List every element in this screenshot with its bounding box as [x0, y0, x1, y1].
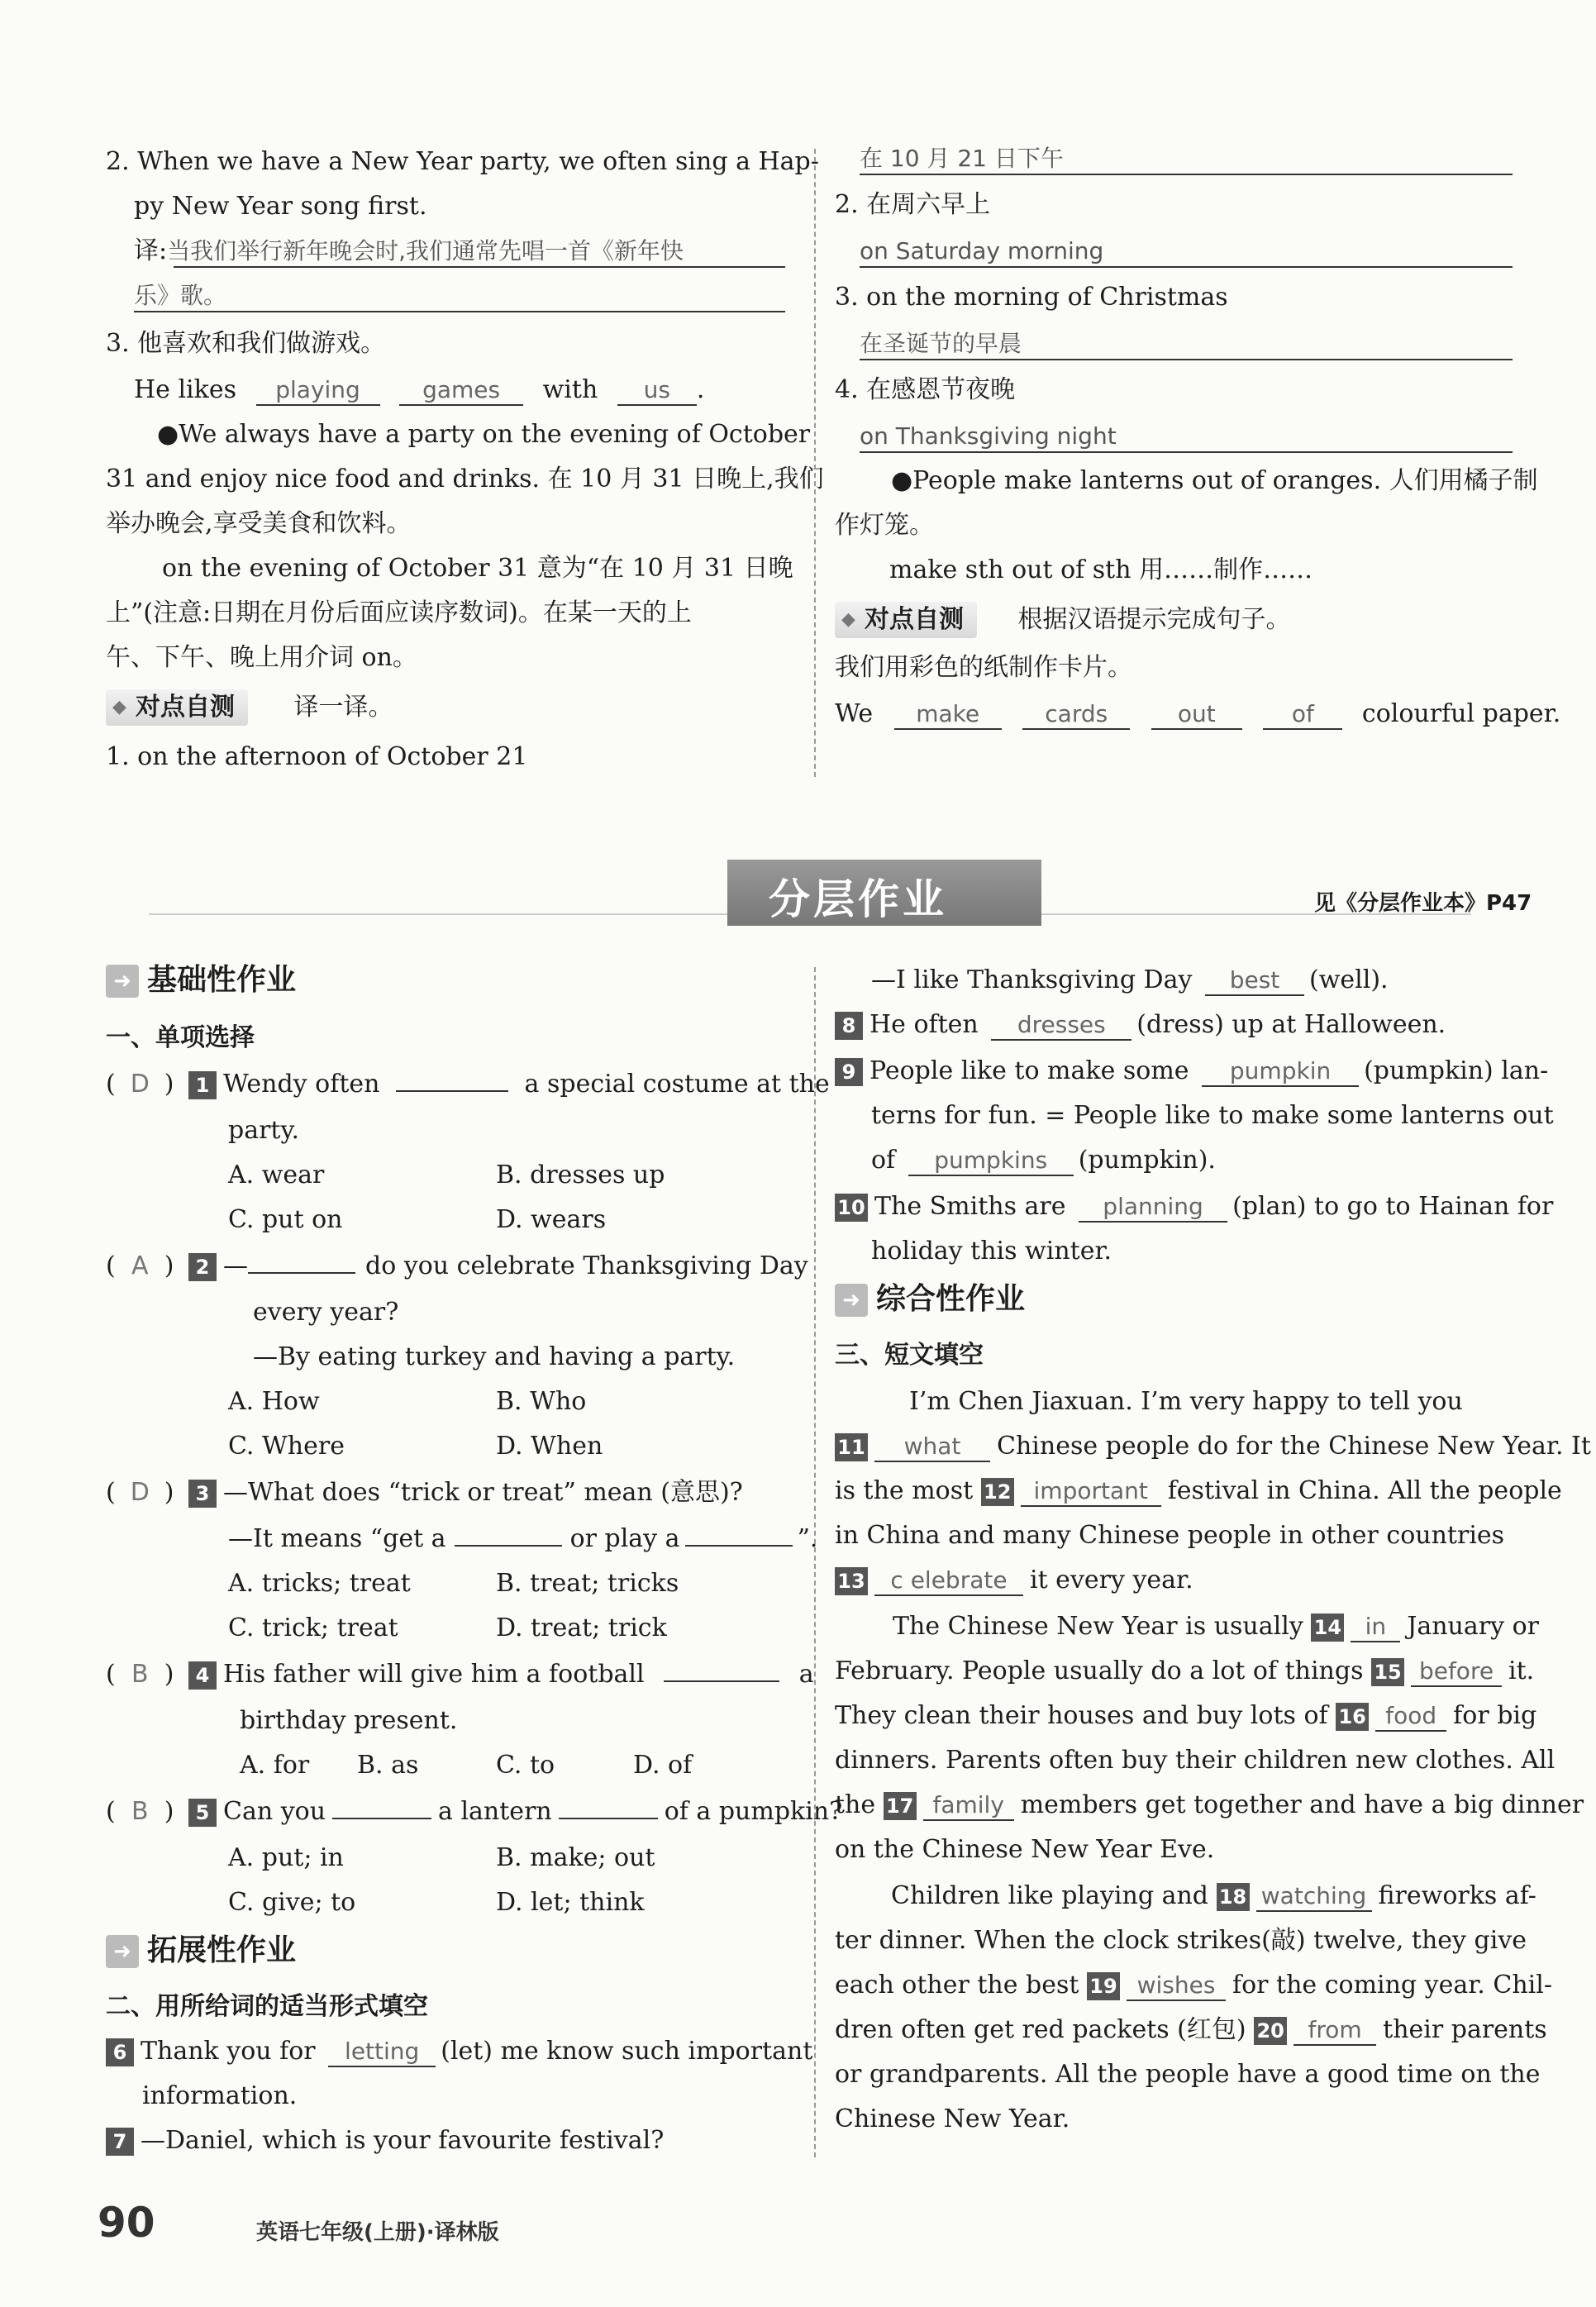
mcq-3-blank-2	[685, 1545, 793, 1547]
question-number: 10	[835, 1194, 868, 1222]
passage-line	[835, 1475, 1562, 1508]
passage-line: in China and many Chinese people in other countries	[835, 1521, 1505, 1550]
mcq-2-text: every year?	[253, 1298, 399, 1327]
question-number: 8	[835, 1012, 863, 1040]
mcq-5: ( B ) 5 Can you a lantern of a pumpkin?	[106, 1795, 842, 1828]
note-line-4: on the evening of October 31 意为“在 10 月 31 日晚	[162, 554, 793, 583]
answer-4: on Thanksgiving night	[860, 422, 1117, 450]
part2-title: 二、用所给词的适当形式填空	[106, 1992, 428, 2021]
note-line-1: ●We always have a party on the evening of October	[157, 420, 811, 449]
mcq-1-text: a special costume at the	[524, 1070, 830, 1099]
mcq-4-blank	[664, 1680, 779, 1682]
fill-10-text: (plan) to go to Hainan for	[1232, 1192, 1554, 1221]
passage-text: The Chinese New Year is usually	[893, 1612, 1303, 1641]
self-test-badge: ◆ 对点自测	[835, 602, 977, 638]
mcq-4-text: birthday present.	[240, 1706, 458, 1735]
fill-7-line2	[871, 964, 1389, 997]
q3-blank-2: games	[399, 376, 523, 406]
fill-6-blank: letting	[328, 2038, 436, 2067]
question-number: 16	[1336, 1703, 1369, 1731]
item-3: 3. on the morning of Christmas	[835, 283, 1228, 312]
option-a[interactable]: A. wear	[228, 1161, 325, 1189]
fill-blank-3: out	[1151, 700, 1242, 730]
passage-line	[835, 1430, 1591, 1463]
fill-6-text: (let) me know such important	[441, 2037, 813, 2066]
mcq-5-blank-2	[559, 1818, 658, 1819]
option-b[interactable]: B. make; out	[496, 1843, 655, 1872]
fill-7-blank: best	[1205, 966, 1304, 996]
fill-9-text: of	[871, 1146, 896, 1175]
self-test-fill-line	[835, 698, 1560, 731]
note-line-1: ●People make lanterns out of oranges. 人们用橘子制	[891, 466, 1538, 495]
mcq-2-text: —	[223, 1251, 248, 1280]
self-test-instruction: 根据汉语提示完成句子。	[1017, 605, 1291, 634]
question-number: 5	[188, 1799, 217, 1827]
banner-title: 分层作业	[769, 875, 947, 923]
fill-9-text: (pumpkin) lan-	[1364, 1056, 1549, 1085]
passage-text: Children like playing and	[891, 1881, 1208, 1910]
option-a[interactable]: A. for	[240, 1751, 310, 1780]
blank-16: food	[1375, 1702, 1446, 1732]
blank-20: from	[1293, 2016, 1376, 2046]
question-number: 14	[1311, 1613, 1344, 1642]
passage-line	[835, 1969, 1552, 2002]
item-4: 4. 在感恩节夜晚	[835, 375, 1016, 404]
basic-heading-text: 基础性作业	[147, 963, 297, 997]
mcq-5-text: of a pumpkin?	[664, 1797, 843, 1826]
self-test-item-1: 1. on the afternoon of October 21	[106, 742, 528, 771]
question-number: 2	[188, 1253, 217, 1281]
translation-answer-1: 当我们举行新年晚会时,我们通常先唱一首《新年快	[167, 237, 684, 265]
option-d[interactable]: D. When	[496, 1432, 603, 1461]
arrow-icon: ➜	[106, 1935, 139, 1968]
mcq-4-answer: B	[131, 1660, 149, 1689]
mcq-3-blank-1	[455, 1545, 562, 1547]
mcq-3-answer: D	[130, 1478, 150, 1507]
answer-rule	[860, 359, 1513, 360]
option-d[interactable]: D. wears	[496, 1205, 607, 1234]
fill-7-text: —Daniel, which is your favourite festival?	[141, 2126, 665, 2155]
part3-title: 三、短文填空	[835, 1341, 984, 1370]
question-number: 7	[106, 2128, 134, 2156]
mcq-5-answer: B	[131, 1797, 149, 1826]
question-number: 13	[835, 1567, 868, 1595]
option-b[interactable]: B. treat; tricks	[496, 1569, 679, 1598]
mcq-3-line2	[228, 1523, 817, 1556]
section-banner	[727, 860, 1041, 926]
passage-text: their parents	[1383, 2015, 1547, 2044]
option-a[interactable]: A. put; in	[228, 1843, 344, 1872]
mcq-4-text: a	[798, 1660, 814, 1689]
passage-line	[835, 1789, 1584, 1822]
passage-text: is the most	[835, 1476, 974, 1505]
answer-1: 在 10 月 21 日下午	[860, 145, 1064, 172]
q3-blank-1: playing	[256, 376, 380, 406]
fill-text-start: We	[835, 699, 874, 728]
fill-7-text: —I like Thanksgiving Day	[871, 965, 1193, 994]
note-line-3: make sth out of sth 用……制作……	[889, 555, 1313, 584]
passage-line: dinners. Parents often buy their children new clothes. All	[835, 1746, 1556, 1775]
question-number: 19	[1087, 1972, 1120, 2000]
page-number: 90	[98, 2199, 155, 2247]
fill-8-text: (dress) up at Halloween.	[1136, 1010, 1446, 1039]
mcq-1-answer: D	[130, 1070, 150, 1099]
answer-2: on Saturday morning	[860, 237, 1104, 265]
mcq-3-text: ”.	[797, 1524, 818, 1553]
self-test-row	[835, 602, 1291, 638]
passage-line: Chinese New Year.	[835, 2104, 1070, 2133]
blank-18: watching	[1256, 1882, 1372, 1912]
blank-17: family	[923, 1791, 1014, 1821]
passage-line: or grandparents. All the people have a good time on the	[835, 2060, 1541, 2089]
fill-7-text: (well).	[1309, 965, 1389, 994]
question-number: 17	[884, 1792, 917, 1820]
fill-9-text: terns for fun. = People like to make some lanterns out	[871, 1101, 1554, 1130]
fill-9-blank-1: pumpkin	[1202, 1057, 1359, 1087]
passage-line	[835, 1564, 1193, 1597]
note-line-5: 上”(注意:日期在月份后面应读序数词)。在某一天的上	[106, 598, 692, 627]
passage-text: it.	[1508, 1656, 1535, 1685]
question-number: 4	[188, 1661, 217, 1690]
option-c[interactable]: C. Where	[228, 1432, 345, 1461]
passage-line	[835, 2014, 1547, 2047]
extend-heading	[106, 1934, 296, 1968]
question-number: 12	[981, 1478, 1014, 1506]
q2-english-line2: py New Year song first.	[134, 192, 427, 221]
passage-line	[893, 1610, 1539, 1643]
item-2: 2. 在周六早上	[835, 190, 991, 219]
mcq-2-text: —By eating turkey and having a party.	[253, 1342, 736, 1371]
q3-fill-line	[134, 374, 704, 407]
blank-19: wishes	[1127, 1971, 1226, 2001]
question-number: 15	[1371, 1658, 1404, 1686]
basic-heading	[106, 964, 296, 998]
fill-6-text: Thank you for	[141, 2037, 316, 2066]
mcq-3-text: or play a	[569, 1524, 680, 1553]
passage-line	[891, 1880, 1536, 1913]
self-test-row	[106, 689, 393, 726]
fill-blank-1: make	[894, 700, 1002, 730]
mcq-2-text: do you celebrate Thanksgiving Day	[365, 1251, 808, 1280]
option-d[interactable]: D. treat; trick	[496, 1613, 667, 1642]
note-line-2: 31 and enjoy nice food and drinks. 在 10 月 31 日晚上,我们	[106, 465, 824, 493]
mcq-1-text: party.	[228, 1116, 299, 1145]
fill-blank-2: cards	[1022, 700, 1130, 730]
q3-text-start: He likes	[134, 375, 236, 404]
fill-6-text: information.	[142, 2081, 298, 2110]
fill-9	[835, 1055, 1548, 1088]
fill-6	[106, 2035, 812, 2068]
fill-9-line3	[871, 1144, 1216, 1177]
mcq-1: ( D ) 1 Wendy often a special costume at the	[106, 1068, 830, 1101]
fill-blank-4: of	[1263, 700, 1342, 730]
mcq-5-blank-1	[332, 1818, 431, 1819]
note-line-6: 午、下午、晚上用介词 on。	[106, 643, 417, 672]
option-a[interactable]: A. tricks; treat	[228, 1569, 411, 1598]
column-divider	[814, 149, 816, 777]
fill-9-text: People like to make some	[869, 1056, 1189, 1085]
arrow-icon: ➜	[106, 965, 139, 998]
arrow-icon: ➜	[835, 1284, 868, 1317]
answer-rule	[174, 266, 785, 268]
blank-11: what	[874, 1432, 990, 1462]
option-a[interactable]: A. How	[228, 1387, 320, 1416]
q2-english-line1: 2. When we have a New Year party, we often sing a Hap-	[106, 147, 819, 176]
fill-8-blank: dresses	[991, 1011, 1131, 1041]
passage-line: I’m Chen Jiaxuan. I’m very happy to tell you	[909, 1387, 1463, 1416]
column-divider	[814, 967, 816, 2157]
mcq-2: ( A ) 2 — do you celebrate Thanksgiving Day	[106, 1250, 808, 1283]
fill-7	[106, 2124, 664, 2157]
mcq-2-answer: A	[131, 1251, 149, 1280]
question-number: 9	[835, 1058, 863, 1086]
passage-text: it every year.	[1030, 1566, 1193, 1594]
comprehensive-heading	[835, 1283, 1025, 1317]
fill-8-text: He often	[869, 1010, 979, 1039]
option-d[interactable]: D. of	[633, 1751, 693, 1780]
answer-rule	[860, 451, 1513, 453]
question-number: 11	[835, 1433, 868, 1461]
comprehensive-heading-text: 综合性作业	[876, 1282, 1026, 1316]
mcq-5-text: a lantern	[438, 1797, 552, 1826]
mcq-2-blank	[248, 1272, 355, 1274]
passage-text: each other the best	[835, 1971, 1079, 2000]
fill-9-blank-2: pumpkins	[908, 1146, 1074, 1176]
option-c[interactable]: C. put on	[228, 1205, 343, 1234]
mcq-3: ( D ) 3 —What does “trick or treat” mean (意思)?	[106, 1476, 743, 1509]
answer-rule	[860, 174, 1513, 175]
passage-text: They clean their houses and buy lots of	[835, 1701, 1328, 1730]
q2-translation-line1	[134, 235, 684, 268]
self-test-instruction: 译一译。	[293, 693, 393, 722]
self-test-badge: ◆ 对点自测	[106, 689, 248, 726]
mcq-3-text: —It means “get a	[228, 1524, 446, 1553]
passage-text: the	[835, 1790, 876, 1819]
book-title: 英语七年级(上册)·译林版	[256, 2220, 499, 2245]
mcq-5-text: Can you	[223, 1797, 326, 1826]
blank-15: before	[1411, 1657, 1502, 1687]
passage-text: festival in China. All the people	[1167, 1476, 1562, 1505]
extend-heading-text: 拓展性作业	[147, 1933, 297, 1967]
q2-translation-line2: 乐》歌。	[134, 282, 227, 309]
mcq-4-text: His father will give him a football	[223, 1660, 645, 1689]
answer-rule	[860, 266, 1513, 268]
passage-text: dren often get red packets (红包)	[835, 2015, 1246, 2044]
self-test-prompt: 我们用彩色的纸制作卡片。	[835, 653, 1132, 682]
fill-text-end: colourful paper.	[1361, 699, 1561, 728]
passage-text: for big	[1453, 1701, 1537, 1730]
option-b[interactable]: B. Who	[496, 1387, 587, 1416]
question-number: 3	[188, 1480, 217, 1508]
passage-text: for the coming year. Chil-	[1232, 1971, 1552, 2000]
blank-14: in	[1351, 1613, 1400, 1642]
blank-13: c elebrate	[874, 1566, 1023, 1596]
option-c[interactable]: C. give; to	[228, 1888, 356, 1917]
question-number: 20	[1254, 2017, 1287, 2045]
fill-8	[835, 1008, 1446, 1041]
option-b[interactable]: B. dresses up	[496, 1161, 665, 1189]
q3-text-with: with	[542, 375, 598, 404]
q3-blank-3: us	[617, 376, 697, 406]
mcq-1-text: Wendy often	[223, 1070, 380, 1099]
mcq-3-text: —What does “trick or treat” mean (意思)?	[223, 1478, 743, 1507]
option-b[interactable]: B. as	[357, 1751, 419, 1780]
blank-12: important	[1021, 1477, 1161, 1507]
answer-rule	[134, 311, 785, 312]
fill-9-text: (pumpkin).	[1078, 1146, 1216, 1175]
passage-text: February. People usually do a lot of things	[835, 1656, 1364, 1685]
passage-line: on the Chinese New Year Eve.	[835, 1835, 1215, 1864]
q3-text-end: .	[696, 375, 705, 404]
option-d[interactable]: D. let; think	[496, 1888, 645, 1917]
answer-3: 在圣诞节的早晨	[860, 330, 1022, 357]
passage-text: members get together and have a big dinner	[1020, 1790, 1584, 1819]
workbook-reference: 见《分层作业本》P47	[1314, 891, 1532, 916]
note-line-2: 作灯笼。	[835, 511, 934, 540]
mcq-4: ( B ) 4 His father will give him a football a	[106, 1658, 814, 1691]
passage-line	[835, 1655, 1534, 1688]
fill-10-text: holiday this winter.	[871, 1237, 1112, 1266]
fill-10	[835, 1190, 1553, 1223]
passage-line: ter dinner. When the clock strikes(敲) twelve, they give	[835, 1926, 1527, 1955]
fill-10-blank: planning	[1079, 1193, 1227, 1223]
fill-10-text: The Smiths are	[874, 1192, 1066, 1221]
question-number: 18	[1217, 1883, 1250, 1911]
option-c[interactable]: C. to	[496, 1751, 555, 1780]
option-c[interactable]: C. trick; treat	[228, 1613, 398, 1642]
part1-title: 一、单项选择	[106, 1023, 255, 1052]
translation-label: 译:	[134, 236, 168, 265]
q3-chinese: 3. 他喜欢和我们做游戏。	[106, 329, 386, 358]
passage-text: Chinese people do for the Chinese New Year. It	[997, 1432, 1591, 1461]
question-number: 1	[188, 1071, 217, 1099]
passage-text: fireworks af-	[1378, 1881, 1536, 1910]
note-line-3: 举办晚会,享受美食和饮料。	[106, 509, 412, 538]
passage-line	[835, 1699, 1536, 1733]
question-number: 6	[106, 2038, 134, 2066]
passage-text: January or	[1407, 1612, 1539, 1641]
mcq-1-blank	[396, 1090, 508, 1092]
